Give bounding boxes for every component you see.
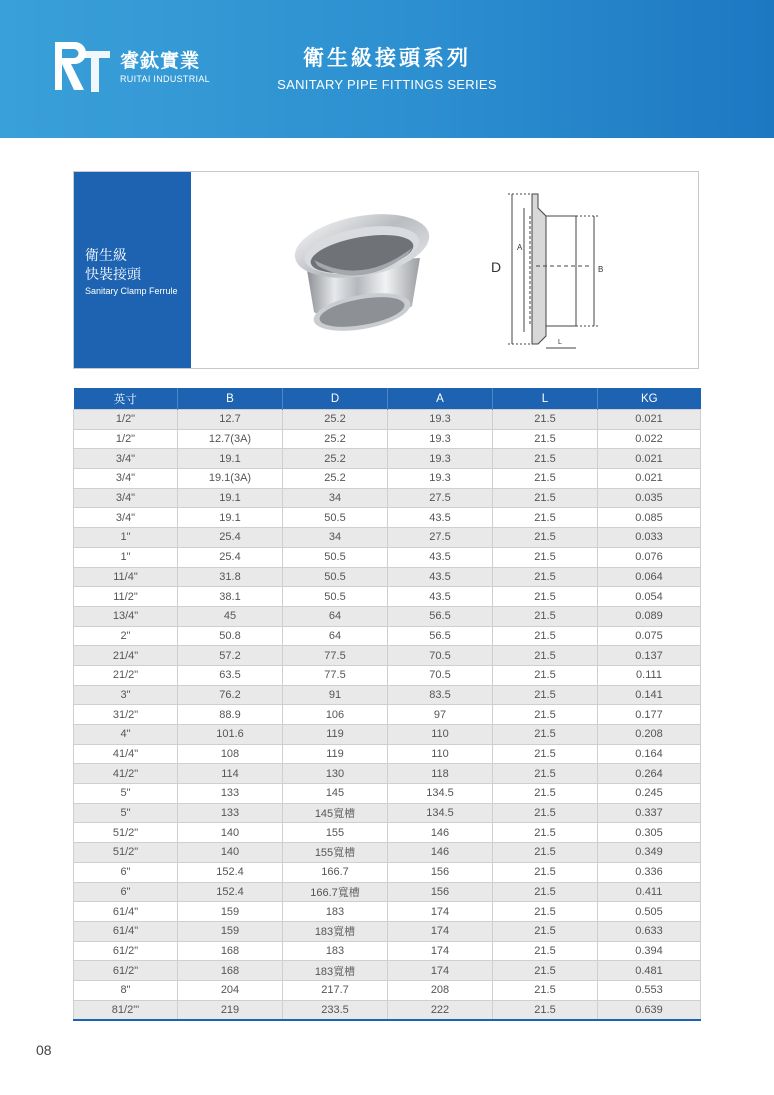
table-cell: 133	[178, 803, 283, 823]
table-cell: 21.5	[493, 587, 598, 607]
table-cell: 57.2	[178, 646, 283, 666]
table-row	[74, 705, 701, 725]
table-cell: 168	[178, 961, 283, 981]
table-cell: 21.5	[493, 705, 598, 725]
table-cell: 51/2"	[74, 843, 178, 863]
page-number: 08	[36, 1042, 52, 1058]
table-cell: 34	[283, 488, 388, 508]
series-title-en: SANITARY PIPE FITTINGS SERIES	[277, 77, 497, 92]
table-cell: 110	[388, 744, 493, 764]
table-cell: 145寬槽	[283, 803, 388, 823]
table-cell: 0.021	[598, 469, 701, 489]
table-cell: 21.5	[493, 449, 598, 469]
table-cell: 77.5	[283, 665, 388, 685]
ruitai-logo	[52, 38, 112, 96]
table-cell: 43.5	[388, 508, 493, 528]
table-cell: 3/4"	[74, 508, 178, 528]
table-cell: 140	[178, 843, 283, 863]
header-kg: KG	[598, 388, 701, 410]
table-cell: 156	[388, 882, 493, 902]
table-cell: 41/4"	[74, 744, 178, 764]
table-cell: 81/2"'	[74, 1000, 178, 1020]
table-cell: 140	[178, 823, 283, 843]
table-cell: 233.5	[283, 1000, 388, 1020]
header-d: D	[283, 388, 388, 410]
table-cell: 8"	[74, 980, 178, 1000]
table-cell: 63.5	[178, 665, 283, 685]
table-cell: 88.9	[178, 705, 283, 725]
spec-table-body	[74, 410, 701, 1021]
table-cell: 208	[388, 980, 493, 1000]
header-b: B	[178, 388, 283, 410]
table-cell: 21.5	[493, 862, 598, 882]
table-cell: 61/4"	[74, 902, 178, 922]
table-cell: 43.5	[388, 547, 493, 567]
table-cell: 6"	[74, 862, 178, 882]
table-cell: 12.7	[178, 410, 283, 430]
table-row	[74, 882, 701, 902]
table-cell: 21.5	[493, 606, 598, 626]
table-cell: 134.5	[388, 784, 493, 804]
table-cell: 0.394	[598, 941, 701, 961]
table-cell: 19.3	[388, 410, 493, 430]
table-header-row	[74, 388, 701, 410]
table-cell: 145	[283, 784, 388, 804]
table-cell: 0.349	[598, 843, 701, 863]
table-cell: 0.177	[598, 705, 701, 725]
svg-text:D: D	[491, 259, 502, 275]
table-cell: 0.111	[598, 665, 701, 685]
table-cell: 0.164	[598, 744, 701, 764]
series-title-cn: 衛生級接頭系列	[303, 46, 471, 70]
table-cell: 19.1(3A)	[178, 469, 283, 489]
table-cell: 204	[178, 980, 283, 1000]
table-cell: 4"	[74, 725, 178, 745]
table-cell: 0.633	[598, 921, 701, 941]
table-cell: 19.1	[178, 449, 283, 469]
table-row	[74, 764, 701, 784]
table-row	[74, 980, 701, 1000]
table-cell: 50.8	[178, 626, 283, 646]
table-cell: 119	[283, 744, 388, 764]
table-row	[74, 606, 701, 626]
table-cell: 21.5	[493, 665, 598, 685]
table-cell: 0.089	[598, 606, 701, 626]
table-cell: 166.7	[283, 862, 388, 882]
table-row	[74, 941, 701, 961]
header-a: A	[388, 388, 493, 410]
table-cell: 0.336	[598, 862, 701, 882]
table-row	[74, 921, 701, 941]
product-panel	[73, 171, 699, 369]
table-cell: 19.3	[388, 429, 493, 449]
table-cell: 0.075	[598, 626, 701, 646]
table-cell: 5"	[74, 803, 178, 823]
product-name-cn-line1: 衛生級	[85, 248, 127, 264]
table-cell: 133	[178, 784, 283, 804]
table-cell: 0.085	[598, 508, 701, 528]
table-cell: 19.3	[388, 449, 493, 469]
table-cell: 25.2	[283, 469, 388, 489]
table-cell: 21.5	[493, 508, 598, 528]
table-cell: 0.064	[598, 567, 701, 587]
table-cell: 12.7(3A)	[178, 429, 283, 449]
table-cell: 0.411	[598, 882, 701, 902]
table-cell: 11/2"	[74, 587, 178, 607]
table-cell: 114	[178, 764, 283, 784]
table-cell: 21/4"	[74, 646, 178, 666]
table-cell: 3/4"	[74, 488, 178, 508]
table-cell: 50.5	[283, 547, 388, 567]
table-row	[74, 528, 701, 548]
product-name-cn-line2: 快裝接頭	[85, 267, 141, 283]
brand-name-en: RUITAI INDUSTRIAL	[120, 74, 210, 84]
table-cell: 0.054	[598, 587, 701, 607]
table-cell: 21.5	[493, 685, 598, 705]
table-cell: 25.4	[178, 528, 283, 548]
table-row	[74, 587, 701, 607]
table-cell: 50.5	[283, 587, 388, 607]
table-cell: 56.5	[388, 606, 493, 626]
table-row	[74, 449, 701, 469]
table-cell: 21.5	[493, 902, 598, 922]
table-cell: 183	[283, 902, 388, 922]
table-cell: 0.033	[598, 528, 701, 548]
table-cell: 166.7寬槽	[283, 882, 388, 902]
brand-name-cn: 睿鈦實業	[120, 50, 201, 72]
table-cell: 0.137	[598, 646, 701, 666]
table-row	[74, 823, 701, 843]
table-cell: 1/2"	[74, 429, 178, 449]
table-cell: 64	[283, 626, 388, 646]
table-cell: 19.1	[178, 488, 283, 508]
table-cell: 152.4	[178, 882, 283, 902]
table-cell: 3"	[74, 685, 178, 705]
table-cell: 183寬槽	[283, 921, 388, 941]
table-cell: 108	[178, 744, 283, 764]
table-row	[74, 508, 701, 528]
table-cell: 21.5	[493, 646, 598, 666]
svg-text:L: L	[558, 339, 562, 346]
table-cell: 25.4	[178, 547, 283, 567]
table-cell: 70.5	[388, 646, 493, 666]
spec-table	[73, 388, 701, 1021]
table-cell: 34	[283, 528, 388, 548]
table-cell: 174	[388, 961, 493, 981]
table-cell: 97	[388, 705, 493, 725]
table-cell: 31/2"	[74, 705, 178, 725]
table-cell: 0.035	[598, 488, 701, 508]
table-cell: 21.5	[493, 961, 598, 981]
table-cell: 27.5	[388, 528, 493, 548]
svg-text:A: A	[517, 243, 523, 252]
table-cell: 134.5	[388, 803, 493, 823]
table-cell: 219	[178, 1000, 283, 1020]
table-cell: 56.5	[388, 626, 493, 646]
table-row	[74, 744, 701, 764]
table-cell: 110	[388, 725, 493, 745]
table-cell: 25.2	[283, 429, 388, 449]
table-cell: 21.5	[493, 764, 598, 784]
table-cell: 146	[388, 823, 493, 843]
table-cell: 64	[283, 606, 388, 626]
table-cell: 21.5	[493, 410, 598, 430]
table-cell: 21.5	[493, 547, 598, 567]
table-cell: 156	[388, 862, 493, 882]
table-cell: 21.5	[493, 567, 598, 587]
table-cell: 119	[283, 725, 388, 745]
table-cell: 21.5	[493, 882, 598, 902]
table-row	[74, 725, 701, 745]
table-cell: 13/4"	[74, 606, 178, 626]
table-cell: 152.4	[178, 862, 283, 882]
table-row	[74, 902, 701, 922]
table-cell: 0.141	[598, 685, 701, 705]
table-cell: 61/2"	[74, 961, 178, 981]
table-cell: 77.5	[283, 646, 388, 666]
table-row	[74, 843, 701, 863]
table-cell: 21.5	[493, 1000, 598, 1020]
table-row	[74, 665, 701, 685]
table-cell: 31.8	[178, 567, 283, 587]
header-l: L	[493, 388, 598, 410]
table-cell: 3/4"	[74, 449, 178, 469]
table-cell: 27.5	[388, 488, 493, 508]
table-cell: 21.5	[493, 725, 598, 745]
table-cell: 0.021	[598, 449, 701, 469]
table-cell: 0.505	[598, 902, 701, 922]
table-cell: 43.5	[388, 567, 493, 587]
table-cell: 217.7	[283, 980, 388, 1000]
table-cell: 0.264	[598, 764, 701, 784]
table-cell: 0.639	[598, 1000, 701, 1020]
table-cell: 25.2	[283, 449, 388, 469]
svg-text:B: B	[598, 265, 604, 274]
table-cell: 0.076	[598, 547, 701, 567]
table-row	[74, 626, 701, 646]
table-cell: 19.1	[178, 508, 283, 528]
table-cell: 21.5	[493, 429, 598, 449]
table-cell: 76.2	[178, 685, 283, 705]
table-row	[74, 429, 701, 449]
table-cell: 21.5	[493, 921, 598, 941]
table-row	[74, 803, 701, 823]
table-cell: 50.5	[283, 567, 388, 587]
table-cell: 174	[388, 941, 493, 961]
table-cell: 155	[283, 823, 388, 843]
table-cell: 0.021	[598, 410, 701, 430]
table-cell: 0.305	[598, 823, 701, 843]
table-cell: 159	[178, 902, 283, 922]
table-cell: 106	[283, 705, 388, 725]
table-cell: 91	[283, 685, 388, 705]
table-cell: 21.5	[493, 823, 598, 843]
table-cell: 21.5	[493, 488, 598, 508]
table-cell: 45	[178, 606, 283, 626]
table-row	[74, 1000, 701, 1020]
table-cell: 21.5	[493, 980, 598, 1000]
page-header	[0, 0, 774, 138]
table-cell: 174	[388, 902, 493, 922]
table-cell: 51/2"	[74, 823, 178, 843]
table-cell: 21.5	[493, 784, 598, 804]
table-cell: 0.245	[598, 784, 701, 804]
table-cell: 38.1	[178, 587, 283, 607]
table-cell: 168	[178, 941, 283, 961]
table-cell: 19.3	[388, 469, 493, 489]
table-cell: 155寬槽	[283, 843, 388, 863]
ferrule-photo	[284, 194, 434, 344]
table-cell: 183寬槽	[283, 961, 388, 981]
header-inch: 英寸	[74, 388, 178, 410]
table-cell: 0.208	[598, 725, 701, 745]
table-row	[74, 410, 701, 430]
table-row	[74, 646, 701, 666]
table-cell: 21.5	[493, 469, 598, 489]
table-cell: 2"	[74, 626, 178, 646]
table-cell: 0.481	[598, 961, 701, 981]
table-row	[74, 862, 701, 882]
table-cell: 21.5	[493, 941, 598, 961]
table-cell: 21.5	[493, 626, 598, 646]
table-row	[74, 784, 701, 804]
table-cell: 174	[388, 921, 493, 941]
table-cell: 3/4"	[74, 469, 178, 489]
table-cell: 50.5	[283, 508, 388, 528]
table-cell: 83.5	[388, 685, 493, 705]
table-cell: 11/4"	[74, 567, 178, 587]
table-cell: 0.553	[598, 980, 701, 1000]
table-cell: 101.6	[178, 725, 283, 745]
table-row	[74, 685, 701, 705]
table-cell: 118	[388, 764, 493, 784]
table-cell: 130	[283, 764, 388, 784]
table-cell: 21.5	[493, 528, 598, 548]
table-row	[74, 488, 701, 508]
table-cell: 43.5	[388, 587, 493, 607]
table-cell: 21/2"	[74, 665, 178, 685]
table-cell: 0.022	[598, 429, 701, 449]
product-label	[74, 172, 191, 368]
table-cell: 21.5	[493, 843, 598, 863]
table-cell: 6"	[74, 882, 178, 902]
table-cell: 183	[283, 941, 388, 961]
table-cell: 0.337	[598, 803, 701, 823]
table-cell: 5"	[74, 784, 178, 804]
table-cell: 159	[178, 921, 283, 941]
table-cell: 1"	[74, 528, 178, 548]
table-cell: 41/2"	[74, 764, 178, 784]
table-row	[74, 547, 701, 567]
table-cell: 61/4"	[74, 921, 178, 941]
table-cell: 61/2"	[74, 941, 178, 961]
table-cell: 1"	[74, 547, 178, 567]
table-cell: 1/2"	[74, 410, 178, 430]
table-row	[74, 469, 701, 489]
table-row	[74, 567, 701, 587]
ferrule-dimension-drawing	[490, 186, 610, 356]
product-name-en: Sanitary Clamp Ferrule	[85, 286, 178, 296]
table-cell: 21.5	[493, 803, 598, 823]
table-cell: 25.2	[283, 410, 388, 430]
table-cell: 146	[388, 843, 493, 863]
table-cell: 70.5	[388, 665, 493, 685]
table-cell: 222	[388, 1000, 493, 1020]
table-row	[74, 961, 701, 981]
table-cell: 21.5	[493, 744, 598, 764]
